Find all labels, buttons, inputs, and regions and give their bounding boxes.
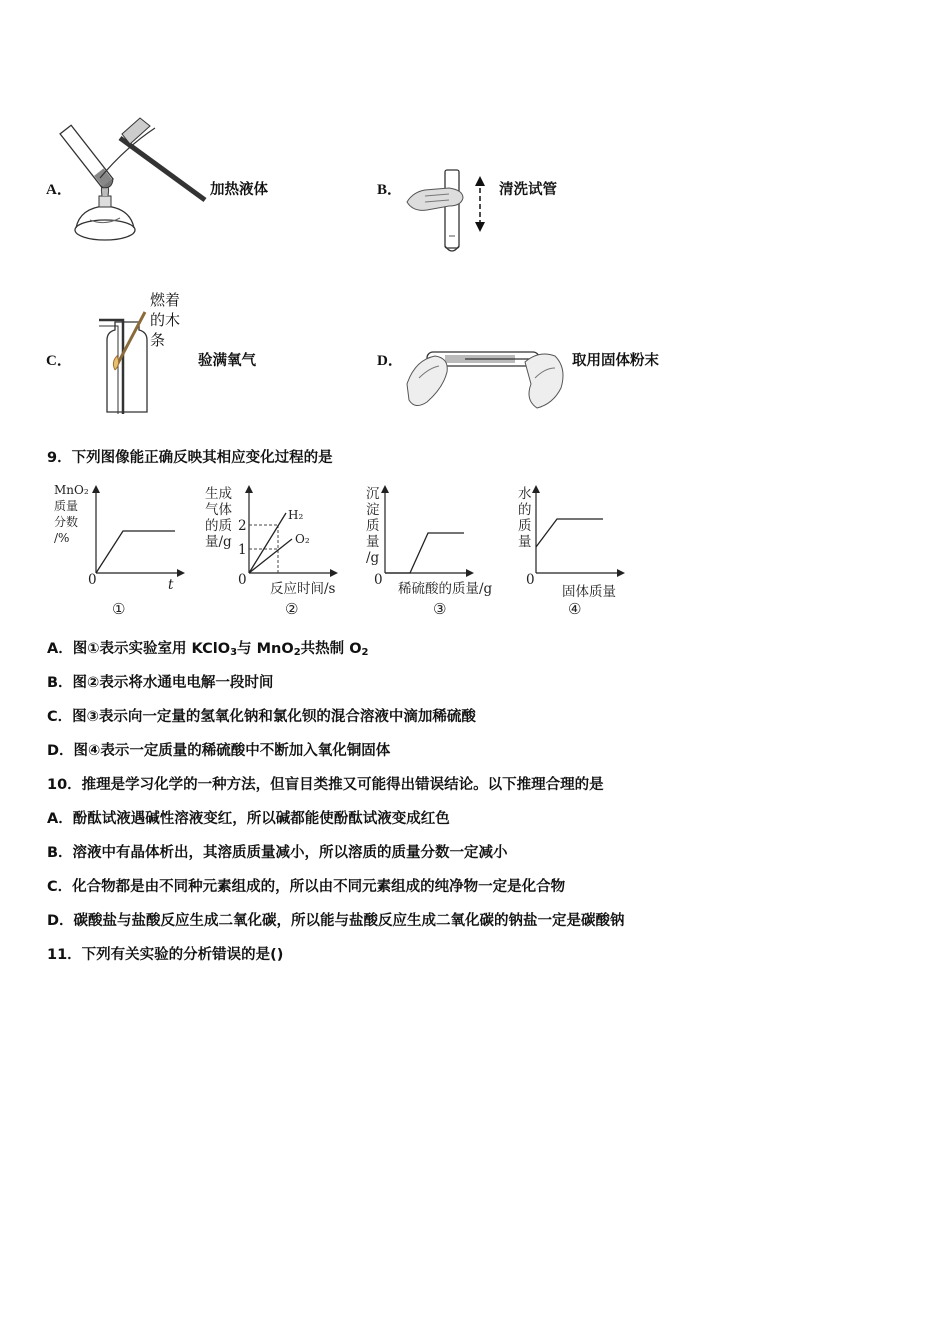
wash-tube-figure [405,168,495,258]
question-9-option-d: D．图④表示一定质量的稀硫酸中不断加入氧化铜固体 [47,743,391,759]
ylabel-line: 的 [518,502,532,518]
ylabel-line: 淀 [366,502,380,518]
graph-4-curve [536,519,603,547]
question-10-option-a: A．酚酞试液遇碱性溶液变红，所以碱都能使酚酞试液变成红色 [47,811,450,827]
subscript: 3 [230,647,238,658]
question-9-option-a [47,637,369,658]
ylabel-line: 分数 [54,515,79,529]
graph-4-plot [535,485,625,575]
graph-1-plot [95,485,185,575]
question-9-stem: 9．下列图像能正确反映其相应变化过程的是 [47,450,333,466]
graph-number: ② [285,600,299,618]
graph-origin: 0 [238,572,247,588]
graph-tick: 1 [238,542,247,558]
ylabel-line: 生成 [205,486,232,502]
subscript: 2 [293,647,301,658]
graph-number: ③ [433,600,447,618]
ylabel-line: 质 [366,518,380,534]
graph-number: ① [112,600,126,618]
text: 共热制 O [300,641,362,657]
ylabel-line: 沉 [366,486,380,502]
graph-3-curve [385,533,464,573]
option-letter: D． [377,353,403,369]
graph-1-curve [96,531,175,573]
ylabel-line: 质 [518,518,532,534]
graph-ylabel [366,486,380,566]
ylabel-line: 气体 [205,502,232,518]
option-caption: 验满氧气 [198,353,256,369]
graph-origin: 0 [374,572,383,588]
graph-xlabel: 固体质量 [562,584,616,600]
question-10-option-b: B．溶液中有晶体析出，其溶质质量减小，所以溶质的质量分数一定减小 [47,845,508,861]
ylabel-line: 的质 [205,518,232,534]
option-caption: 清洗试管 [499,182,557,198]
label-line: 燃着 [150,291,181,309]
burning-stick-label [150,290,180,350]
graph-2-h2-line [249,513,286,573]
graph-2-plot [248,485,338,575]
option-caption: 加热液体 [210,182,268,198]
graph-number: ④ [568,600,582,618]
label-line: 条 [150,331,166,349]
label-line: 的木 [150,311,181,329]
series-label: H₂ [288,508,304,522]
question-10-stem: 10．推理是学习化学的一种方法，但盲目类推又可能得出错误结论。以下推理合理的是 [47,777,604,793]
series-label: O₂ [295,532,310,546]
text: 与 MnO [237,641,294,657]
graph-2-o2-line [249,539,292,573]
graph-xlabel: t [168,577,174,593]
graph-3-plot [384,485,474,575]
ylabel-line: MnO₂ [54,483,89,497]
graph-ylabel [518,486,532,550]
question-9-option-c: C．图③表示向一定量的氢氧化钠和氯化钡的混合溶液中滴加稀硫酸 [47,709,476,725]
ylabel-line: 量/g [205,534,232,550]
graph-xlabel: 反应时间/s [270,581,336,597]
option-letter: C． [46,353,72,369]
ylabel-line: /g [366,550,380,566]
graph-origin: 0 [526,572,535,588]
graph-tick: 2 [238,518,247,534]
question-10-option-c: C．化合物都是由不同种元素组成的，所以由不同元素组成的纯净物一定是化合物 [47,879,566,895]
graph-ylabel [54,482,89,546]
subscript: 2 [361,647,369,658]
question-10-option-d: D．碳酸盐与盐酸反应生成二氧化碳，所以能与盐酸反应生成二氧化碳的钠盐一定是碳酸钠 [47,913,625,929]
option-caption: 取用固体粉末 [572,353,659,369]
text: A．图①表示实验室用 KClO [47,641,231,657]
question-11-stem: 11．下列有关实验的分析错误的是() [47,947,284,963]
heating-liquid-figure [70,108,210,253]
option-letter: A． [46,182,72,198]
graph-origin: 0 [88,572,97,588]
ylabel-line: /% [54,531,70,545]
ylabel-line: 质量 [54,499,79,513]
option-letter: B． [377,182,403,198]
graph-ylabel [205,486,232,550]
powder-transfer-figure [405,338,570,413]
question-9-option-b: B．图②表示将水通电电解一段时间 [47,675,274,691]
ylabel-line: 水 [518,486,532,502]
graph-xlabel: 稀硫酸的质量/g [398,581,493,597]
ylabel-line: 量 [518,534,532,550]
ylabel-line: 量 [366,534,380,550]
